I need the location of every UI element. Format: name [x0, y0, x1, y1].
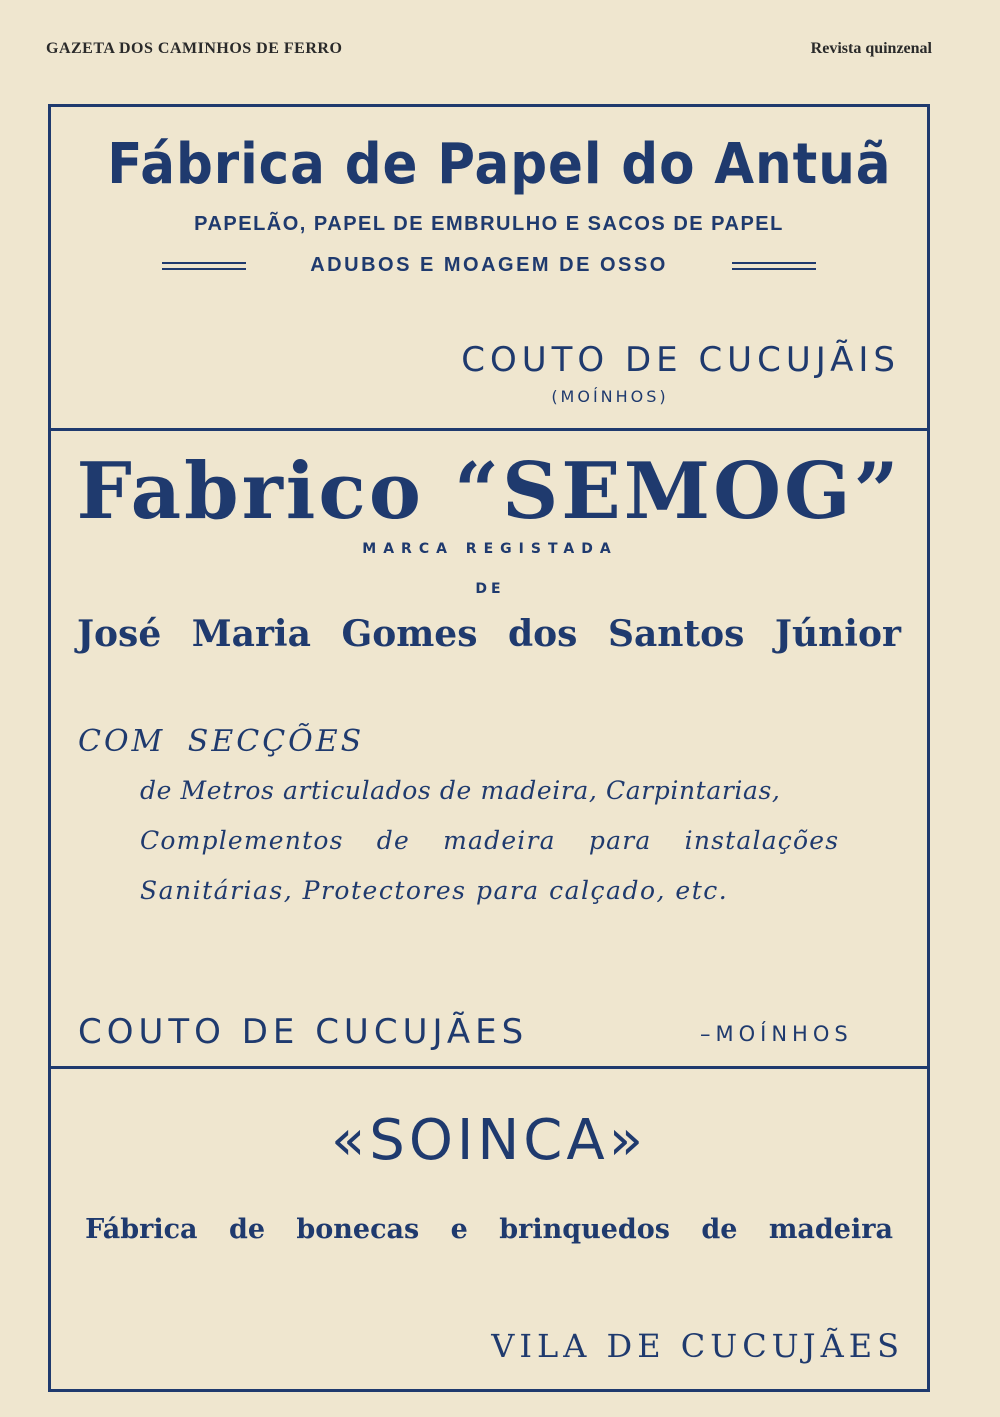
semog-sections-line1: de Metros articulados de madeira, Carpintarias, [140, 776, 781, 805]
antua-location: COUTO DE CUCUJÃIS [461, 340, 900, 380]
semog-title: Fabrico “SEMOG” [76, 446, 902, 537]
semog-registered-mark: MARCA REGISTADA [362, 541, 618, 557]
antua-sublocation: (MOÍNHOS) [551, 387, 669, 406]
antua-title: Fábrica de Papel do Antuã [107, 132, 892, 197]
soinca-description: Fábrica de bonecas e brinquedos de madeira [85, 1214, 893, 1245]
publication-title: GAZETA DOS CAMINHOS DE FERRO [46, 40, 343, 57]
semog-de: DE [475, 581, 505, 597]
semog-sections-line3: Sanitárias, Protectores para calçado, etc. [140, 876, 729, 905]
decorative-double-rule [732, 262, 816, 270]
semog-sections-line2: Complementos de madeira para instalações [140, 826, 840, 855]
section-divider [48, 428, 930, 431]
antua-products-line1: PAPELÃO, PAPEL DE EMBRULHO E SACOS DE PAPEL [194, 213, 784, 235]
section-divider [48, 1066, 930, 1069]
semog-location: COUTO DE CUCUJÃES [78, 1012, 529, 1052]
periodicity-label: Revista quinzenal [810, 40, 932, 57]
soinca-title: «SOINCA» [331, 1108, 647, 1173]
antua-products-line2: ADUBOS E MOAGEM DE OSSO [310, 254, 668, 276]
soinca-location: VILA DE CUCUJÃES [491, 1327, 904, 1365]
semog-owner: José Maria Gomes dos Santos Júnior [77, 613, 901, 655]
running-head [46, 40, 932, 64]
semog-sections-heading: COM SECÇÕES [78, 724, 365, 759]
semog-sublocation: –MOÍNHOS [700, 1022, 853, 1046]
